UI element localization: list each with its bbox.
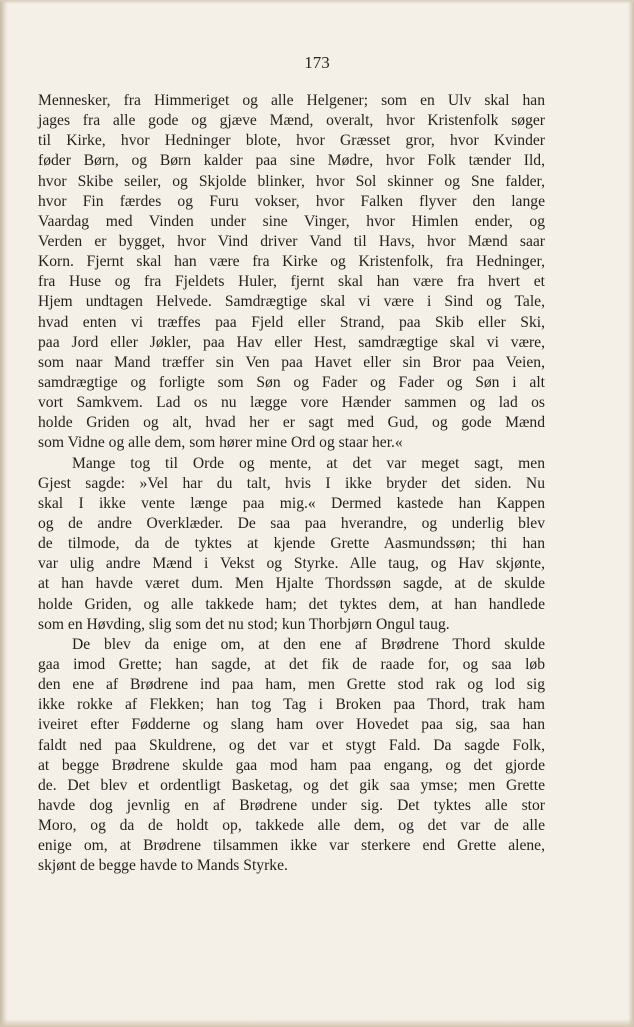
text-line: Mennesker, fra Himmeriget og alle Helgener; som en Ulv skal han (38, 92, 545, 109)
text-line: hvad enten vi træffes paa Fjeld eller Strand, paa Skib eller Ski, (38, 313, 545, 331)
page-edge-right (628, 0, 634, 1027)
text-line: hvor Skibe seiler, og Skjolde blinker, hvor Sol skinner og Sne falder, (38, 172, 545, 190)
text-line: iveiret efter Fødderne og slang ham over Hovedet paa sig, saa han (38, 716, 545, 734)
paragraph (38, 454, 545, 635)
text-line: og de andre Overklæder. De saa paa hverandre, og underlig blev (38, 514, 545, 532)
page-edge-top (0, 0, 634, 4)
text-line: skjønt de begge havde to Mands Styrke. (38, 857, 288, 875)
text-line: skal I ikke vente længe paa mig.« Dermed kastede han Kappen (38, 494, 545, 512)
text-line: Hjem undtagen Helvede. Samdrægtige skal vi være i Sind og Tale, (38, 293, 545, 311)
text-line: de. Det blev et ordentligt Basketag, og det gik saa ymse; men Grette (38, 776, 545, 794)
text-line: havde dog jevnlig en af Brødrene under sig. Det tyktes alle stor (38, 796, 545, 814)
text-line: faldt ned paa Skuldrene, og det var et stygt Fald. Da sagde Folk, (38, 736, 545, 754)
paragraph (38, 635, 545, 877)
page-number: 173 (304, 53, 330, 72)
text-line: samdrægtige og forligte som Søn og Fader og Fader og Søn i alt (38, 373, 545, 391)
text-line: som Vidne og alle dem, som hører mine Ord og staar her.« (38, 434, 403, 452)
text-line: De blev da enige om, at den ene af Brødrene Thord skulde (72, 635, 545, 653)
paragraph (38, 91, 545, 454)
text-line: Vaardag med Vinden under sine Vinger, hvor Himlen ender, og (38, 212, 545, 230)
text-line: Gjest sagde: »Vel har du talt, hvis I ikke bryder det siden. Nu (38, 474, 545, 492)
text-line: Moro, og da de holdt op, takkede alle dem, og det var de alle (38, 817, 545, 835)
text-line: Mange tog til Orde og mente, at det var meget sagt, men (72, 454, 545, 472)
page-edge-left (0, 0, 8, 1027)
text-line: til Kirke, hvor Hedninger blote, hvor Græsset gror, hvor Kvinder (38, 132, 545, 150)
text-line: føder Børn, og Børn kalder paa sine Mødre, hvor Folk tænder Ild, (38, 152, 545, 170)
page-edge-bottom (0, 1019, 634, 1027)
text-line: var ulig andre Mænd i Vekst og Styrke. Alle taug, og Hav skjønte, (38, 555, 545, 573)
text-line: enige om, at Brødrene tilsammen ikke var sterkere end Grette alene, (38, 837, 545, 855)
text-line: paa Jord eller Jøkler, paa Hav eller Hest, samdrægtige skal vi være, (38, 333, 545, 351)
text-line: at han havde været dum. Men Hjalte Thordssøn sagde, at de skulde (38, 575, 545, 593)
text-line: de tilmode, da de tyktes at kjende Grette Aasmundssøn; thi han (38, 535, 545, 553)
text-line: gaa imod Grette; han sagde, at det fik de raade for, og saa løb (38, 655, 545, 673)
text-line: hvor Fin færdes og Furu vokser, hvor Falken flyver den lange (38, 192, 545, 210)
body-text (38, 91, 545, 876)
text-line: ikke rokke af Flekken; han tog Tag i Broken paa Thord, trak ham (38, 696, 545, 714)
text-line: Korn. Fjernt skal han være fra Kirke og Kristenfolk, fra Hedninger, (38, 253, 545, 271)
text-line: den ene af Brødrene ind paa ham, men Grette stod rak og lod sig (38, 676, 545, 694)
text-line: jages fra alle gode og gjæve Mænd, overalt, hvor Kristenfolk søger (38, 112, 545, 130)
text-line: holde Griden og alt, hvad her er sagt med Gud, og gode Mænd (38, 414, 545, 432)
text-line: holde Griden, og alle takkede ham; det tyktes dem, at han handlede (38, 595, 545, 613)
text-line: som en Høvding, slig som det nu stod; kun Thorbjørn Ongul taug. (38, 615, 450, 633)
text-line: som naar Mand træffer sin Ven paa Havet eller sin Bror paa Veien, (38, 353, 545, 371)
text-line: vort Samkvem. Lad os nu lægge vore Hænder sammen og lad os (38, 394, 545, 412)
text-line: Verden er bygget, hvor Vind driver Vand til Havs, hvor Mænd saar (38, 232, 545, 250)
text-line: fra Huse og fra Fjeldets Huler, fjernt skal han være fra hvert et (38, 273, 545, 291)
text-line: at begge Brødrene skulde gaa mod ham paa engang, og det gjorde (38, 756, 545, 774)
